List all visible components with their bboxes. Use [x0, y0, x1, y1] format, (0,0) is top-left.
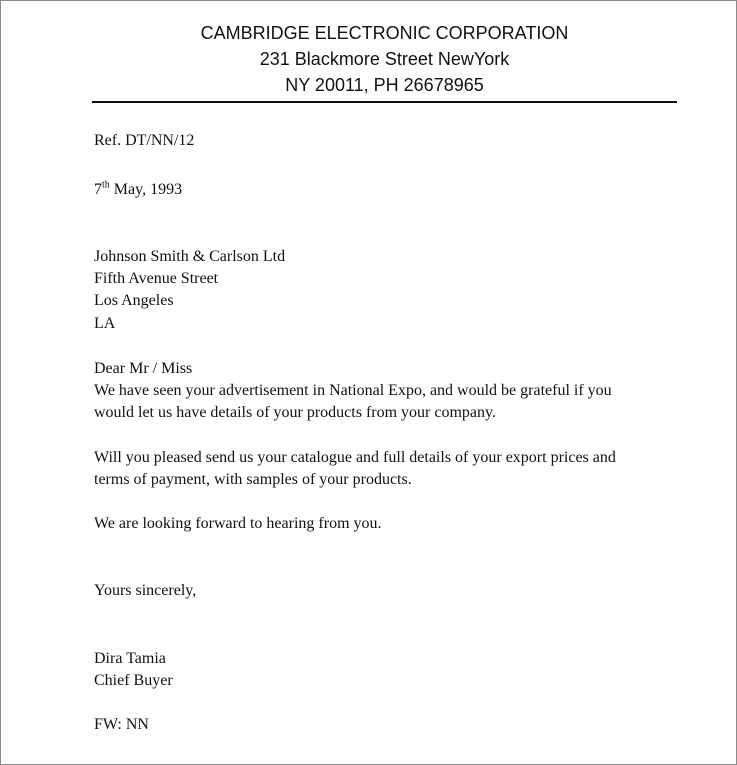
signature-title: Chief Buyer — [94, 672, 173, 689]
recipient-state: LA — [94, 315, 116, 332]
body-paragraph-2-line-1: Will you pleased send us your catalogue and full details of your export prices and — [94, 449, 616, 466]
date-rest: May, 1993 — [109, 181, 183, 198]
letterhead — [1, 20, 737, 98]
footer-reference: FW: NN — [94, 716, 149, 733]
company-city-phone: NY 20011, PH 26678965 — [285, 75, 484, 95]
recipient-street: Fifth Avenue Street — [94, 270, 219, 287]
salutation: Dear Mr / Miss — [94, 360, 193, 377]
signature-name: Dira Tamia — [94, 650, 166, 667]
company-address: 231 Blackmore Street NewYork — [259, 49, 510, 69]
reference-line: Ref. DT/NN/12 — [94, 132, 195, 149]
closing: Yours sincerely, — [94, 582, 197, 599]
body-paragraph-1-line-1: We have seen your advertisement in National Expo, and would be grateful if you — [94, 382, 612, 399]
letterhead-divider — [92, 101, 677, 103]
date-suffix: th — [102, 179, 110, 191]
body-paragraph-1-line-2: would let us have details of your products from your company. — [94, 404, 496, 421]
recipient-city: Los Angeles — [94, 292, 174, 309]
recipient-name: Johnson Smith & Carlson Ltd — [94, 248, 286, 265]
body-paragraph-2-line-2: terms of payment, with samples of your products. — [94, 471, 412, 488]
date-day: 7 — [94, 181, 102, 198]
company-name: CAMBRIDGE ELECTRONIC CORPORATION — [200, 23, 569, 43]
letter-date — [94, 179, 182, 201]
body-paragraph-3: We are looking forward to hearing from you. — [94, 515, 382, 532]
